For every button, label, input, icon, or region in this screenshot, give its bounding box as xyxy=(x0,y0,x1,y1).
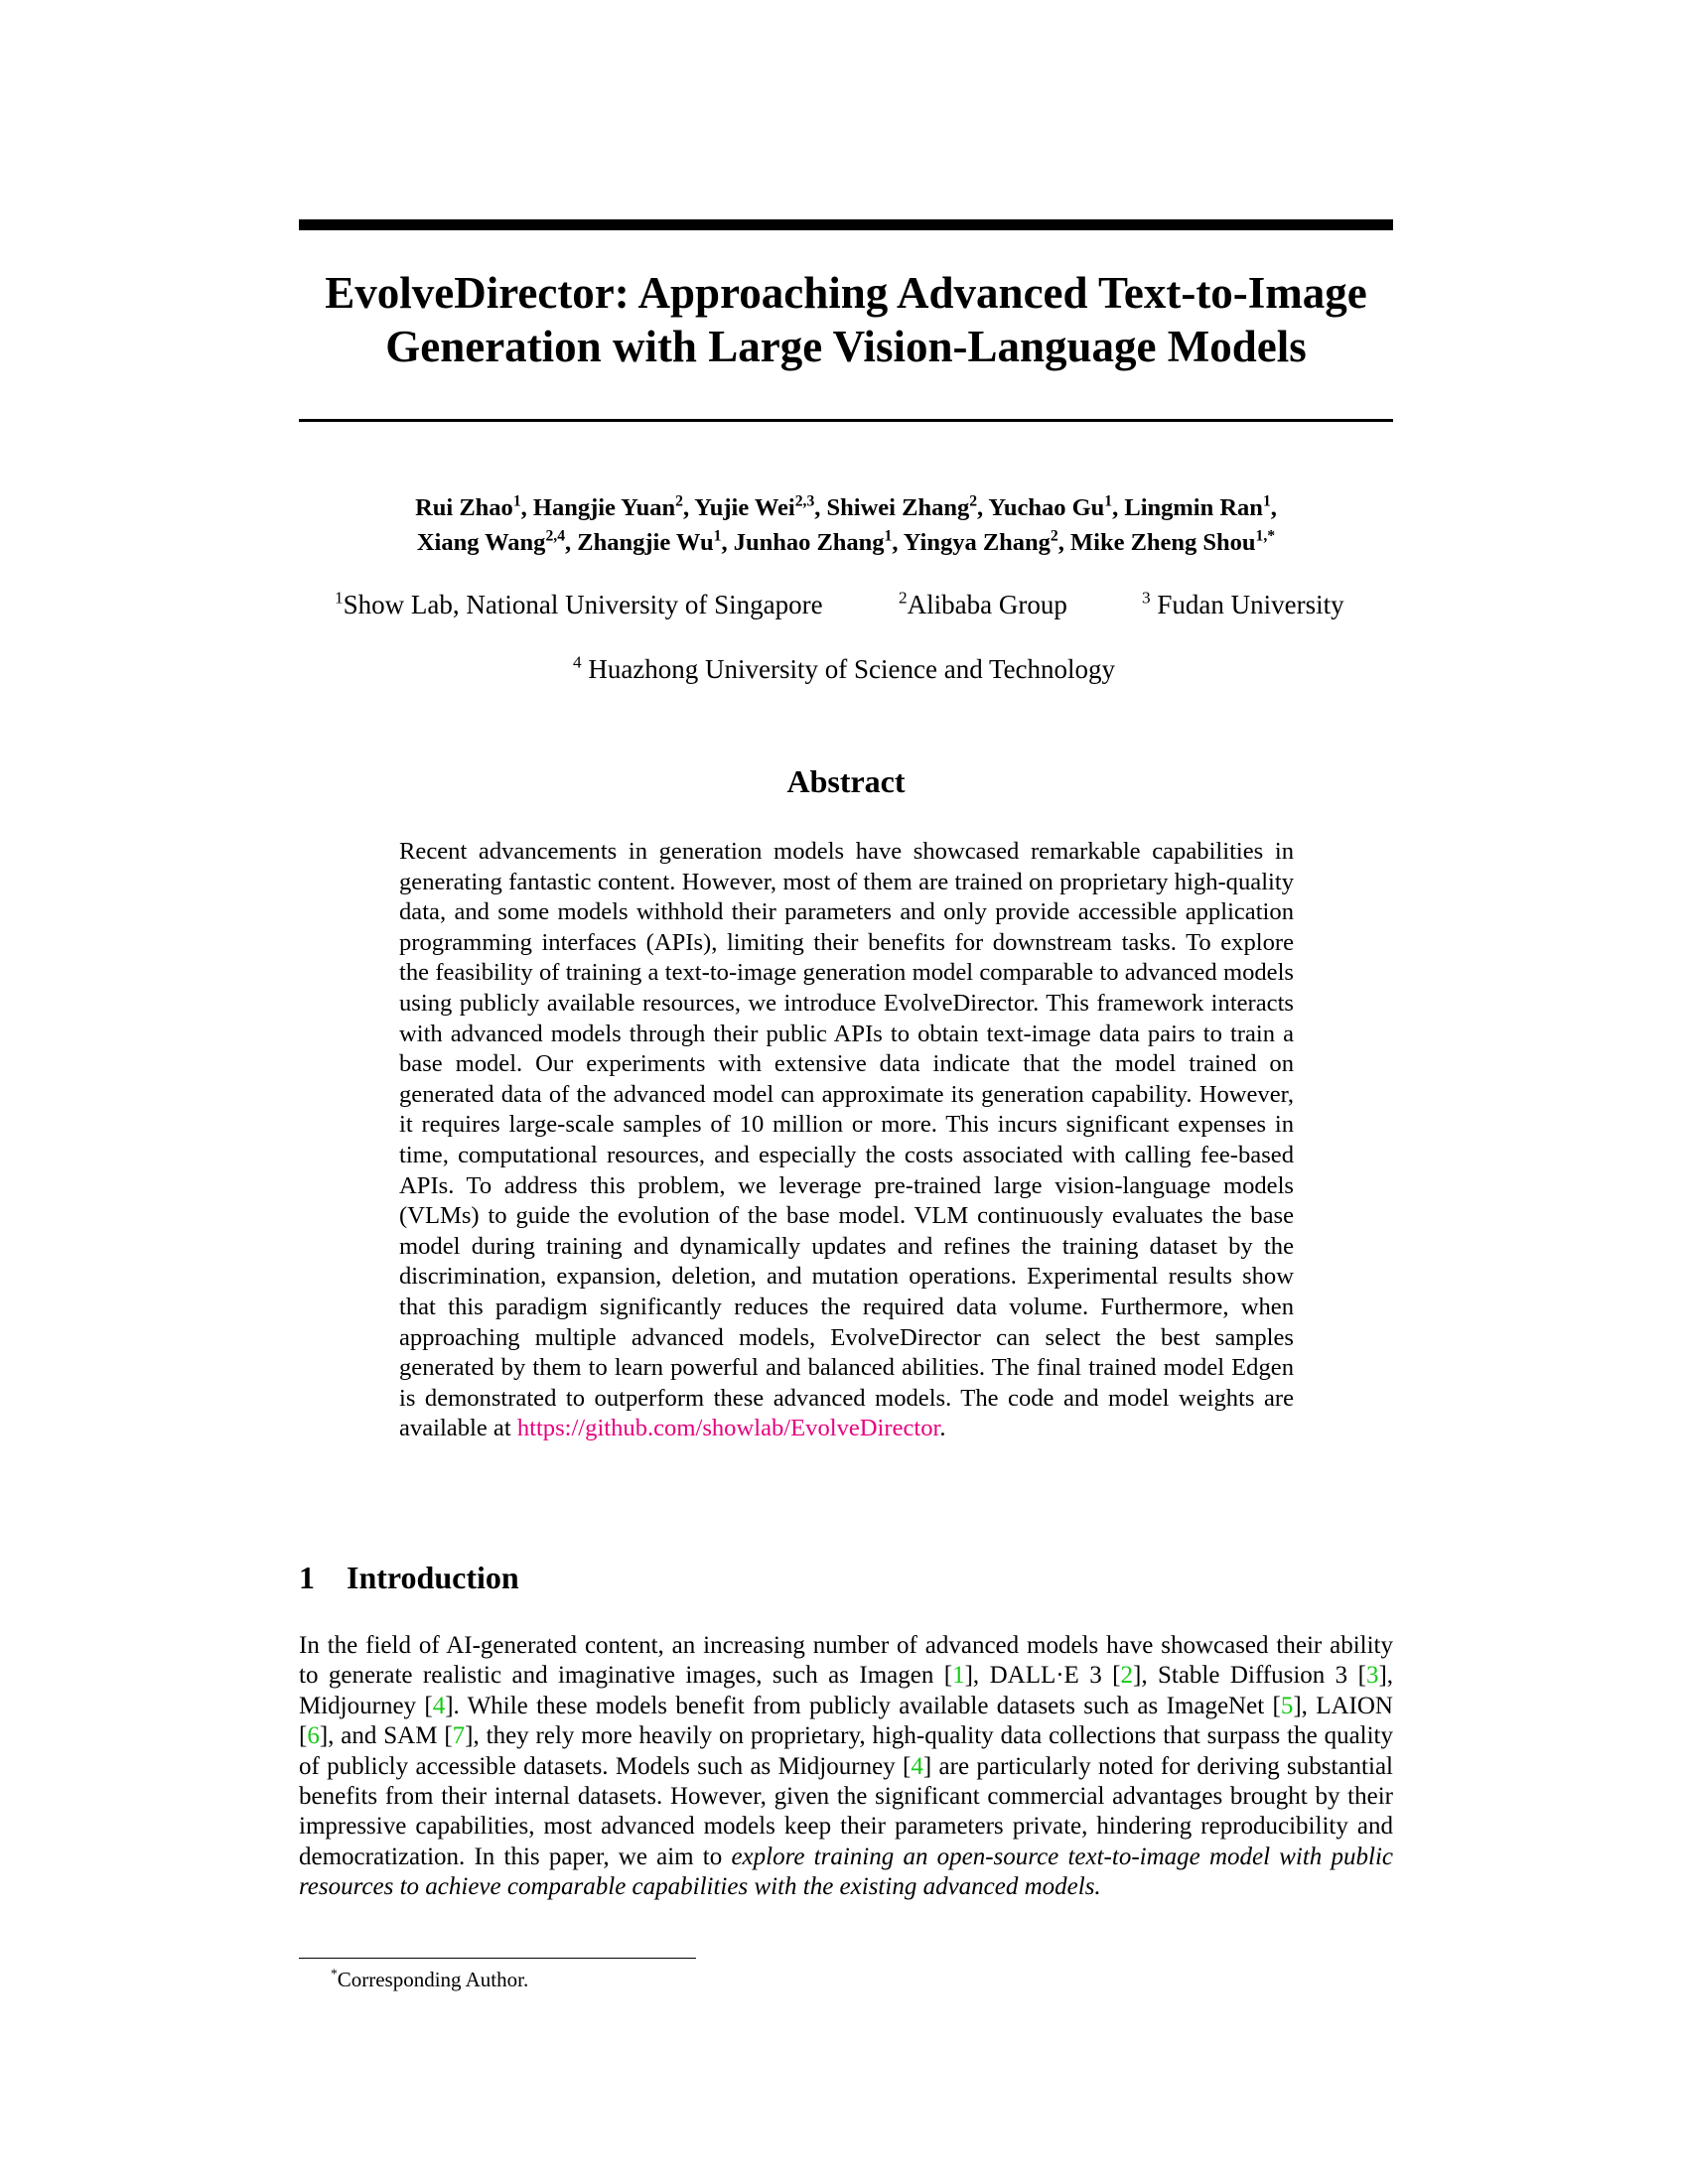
affiliation-2: $^2$Alibaba Group xyxy=(899,588,1067,619)
author xyxy=(415,494,533,521)
abstract-text: Recent advancements in generation models have showcased remarkable capabilities in generating fantastic content. However, most of them are trained on proprietary high-quality data, and some models withhold their parameters and only provide accessible application programming interfaces (APIs), limiting their benefits for downstream tasks. To explore the feasibility of training a text-to-image generation model comparable to advanced models using publicly available resources, we introduce EvolveDirector. This framework interacts with advanced models through their public APIs to obtain text-image data pairs to train a base model. Our experiments with extensive data indicate that the model trained on generated data of the advanced model can approximate its generation capability. However, it requires large-scale samples of 10 million or more. This incurs significant expenses in time, computational resources, and especially the costs associated with calling fee-based APIs. To address this problem, we leverage pre-trained large vision-language models (VLMs) to guide the evolution of the base model. VLM continuously evaluates the base model during training and dynamically updates and refines the training dataset by the discrimination, expansion, deletion, and mutation operations. Experimental results show that this paradigm significantly reduces the required data volume. Furthermore, when approaching multiple advanced models, EvolveDirector can select the best samples generated by them to learn powerful and balanced abilities. The final trained model Edgen is demonstrated to outperform these advanced models. The code and model weights are available at xyxy=(399,838,1294,1442)
author-list xyxy=(299,490,1393,560)
author-name: Shiwei Zhang xyxy=(826,494,970,521)
abstract-body: Recent advancements in generation models have showcased remarkable capabilities in generating fantastic content. However, most of them are trained on proprietary high-quality data, and some models withhold their parameters and only provide accessible application programming interfaces (APIs), limiting their benefits for downstream tasks. To explore the feasibility of training a text-to-image generation model comparable to advanced models using publicly available resources, we introduce EvolveDirector. This framework interacts with advanced models through their public APIs to obtain text-image data pairs to train a base model. Our experiments with extensive data indicate that the model trained on generated data of the advanced model can approximate its generation capability. However, it requires large-scale samples of 10 million or more. This incurs significant expenses in time, computational resources, and especially the costs associated with calling fee-based APIs. To address this problem, we leverage pre-trained large vision-language models (VLMs) to guide the evolution of the base model. VLM continuously evaluates the base model during training and dynamically updates and refines the training dataset by the discrimination, expansion, deletion, and mutation operations. Experimental results show that this paradigm significantly reduces the required data volume. Furthermore, when approaching multiple advanced models, EvolveDirector can select the best samples generated by them to learn powerful and balanced abilities. The final trained model Edgen is demonstrated to outperform these advanced models. The code and model weights are available at https://github.com/showlab/EvolveDirector. xyxy=(399,838,1294,1442)
author-name: Junhao Zhang xyxy=(733,529,885,556)
citation-link[interactable]: 3 xyxy=(1365,1662,1379,1690)
author-affiliation-mark: 2 xyxy=(1050,527,1058,545)
intro-text: ], LAION [ xyxy=(299,1692,1393,1750)
author-separator: , xyxy=(814,494,827,521)
footnote xyxy=(331,1968,528,1992)
title-rule-top xyxy=(299,219,1393,230)
author-name: Xiang Wang xyxy=(416,529,546,556)
section-number: 1 xyxy=(299,1560,315,1595)
author-name: Mike Zheng Shou xyxy=(1070,529,1256,556)
affiliation-4: $^4$ Huazhong University of Science and Technology xyxy=(572,652,1116,684)
author xyxy=(1124,494,1277,521)
author xyxy=(417,529,577,556)
author xyxy=(827,494,989,521)
author-affiliation-mark: 2,4 xyxy=(545,527,566,545)
paper-title xyxy=(299,266,1393,373)
author-affiliation-mark: 2 xyxy=(675,492,683,510)
intro-text: ], DALL·E 3 [ xyxy=(964,1662,1121,1690)
author-affiliation-mark: 1 xyxy=(1104,492,1113,510)
author-affiliation-mark: 1 xyxy=(512,492,521,510)
affiliation-1: $^1$Show Lab, National University of Singapore xyxy=(335,588,823,619)
title-rule-bottom xyxy=(299,419,1393,422)
author-affiliation-mark: 2,3 xyxy=(794,492,815,510)
citation-link[interactable]: 7 xyxy=(452,1722,466,1750)
author-separator: , xyxy=(1057,529,1071,556)
author xyxy=(734,529,904,556)
author xyxy=(694,494,826,521)
author-separator: , xyxy=(892,529,904,556)
author-affiliation-mark: 2 xyxy=(969,492,978,510)
author-name: Yujie Wei xyxy=(694,494,795,521)
author-name: Yingya Zhang xyxy=(903,529,1051,556)
author xyxy=(1070,529,1275,556)
citation-link[interactable]: 6 xyxy=(307,1722,320,1750)
author-affiliation-mark: 1 xyxy=(713,527,722,545)
intro-emphasis: explore training an open-source text-to-image model with public resources to achieve comparable capabilities with the existing advanced models. xyxy=(299,1843,1393,1901)
code-link[interactable]: https://github.com/showlab/EvolveDirector xyxy=(516,1415,940,1442)
intro-text: ], they rely more heavily on proprietary, high-quality data collections that surpass the quality of publicly accessible datasets. Models such as Midjourney [ xyxy=(299,1722,1393,1780)
section-title: Introduction xyxy=(347,1560,519,1595)
abstract-heading: Abstract xyxy=(786,763,906,799)
author-affiliation-mark: 1 xyxy=(884,527,893,545)
author-separator: , xyxy=(1270,494,1277,521)
introduction-paragraph xyxy=(299,1631,1393,1903)
citation-link[interactable]: 2 xyxy=(1120,1662,1133,1690)
title-line-2: Generation with Large Vision-Language Models xyxy=(385,322,1307,371)
author xyxy=(988,494,1124,521)
author-affiliation-mark: 1,* xyxy=(1255,527,1276,545)
intro-text: ], Midjourney [ xyxy=(299,1662,1394,1719)
citation-link[interactable]: 5 xyxy=(1280,1692,1294,1719)
intro-text: In the field of AI-generated content, an increasing number of advanced models have showcased their ability to generate realistic and imaginative images, such as Imagen [ xyxy=(299,1632,1393,1690)
footnote-mark: * xyxy=(331,1966,338,1981)
author-separator: , xyxy=(977,494,989,521)
footnote-rule xyxy=(299,1958,696,1959)
affiliation-3: $^3$ Fudan University xyxy=(1142,588,1344,619)
footnote-text: Corresponding Author. xyxy=(337,1968,529,1991)
author xyxy=(904,529,1070,556)
author-separator: , xyxy=(1112,494,1125,521)
citation-link[interactable]: 1 xyxy=(952,1662,965,1690)
author-separator: , xyxy=(520,494,533,521)
author-separator: , xyxy=(565,529,578,556)
intro-text: ], Stable Diffusion 3 [ xyxy=(1133,1662,1366,1690)
section-heading xyxy=(299,1560,1393,1596)
author-name: Yuchao Gu xyxy=(988,494,1105,521)
author-separator: , xyxy=(721,529,734,556)
intro-text: ] are particularly noted for deriving substantial benefits from their internal datasets. However, given the significant commercial advantages brought by their impressive capabilities, most advanced models keep their parameters private, hindering reproducibility and democratization. In this paper, we aim to xyxy=(299,1752,1393,1870)
intro-text: ], and SAM [ xyxy=(319,1722,453,1750)
author xyxy=(533,494,694,521)
author-name: Zhangjie Wu xyxy=(577,529,714,556)
citation-link[interactable]: 4 xyxy=(432,1692,446,1719)
author xyxy=(577,529,733,556)
author-affiliation-mark: 1 xyxy=(1262,492,1271,510)
author-name: Rui Zhao xyxy=(415,494,513,521)
intro-text: ]. While these models benefit from publicly available datasets such as ImageNet [ xyxy=(445,1692,1281,1719)
author-separator: , xyxy=(682,494,695,521)
author-name: Lingmin Ran xyxy=(1124,494,1263,521)
author-name: Hangjie Yuan xyxy=(532,494,676,521)
citation-link[interactable]: 4 xyxy=(911,1752,923,1780)
title-line-1: EvolveDirector: Approaching Advanced Text-to-Image xyxy=(325,268,1367,318)
